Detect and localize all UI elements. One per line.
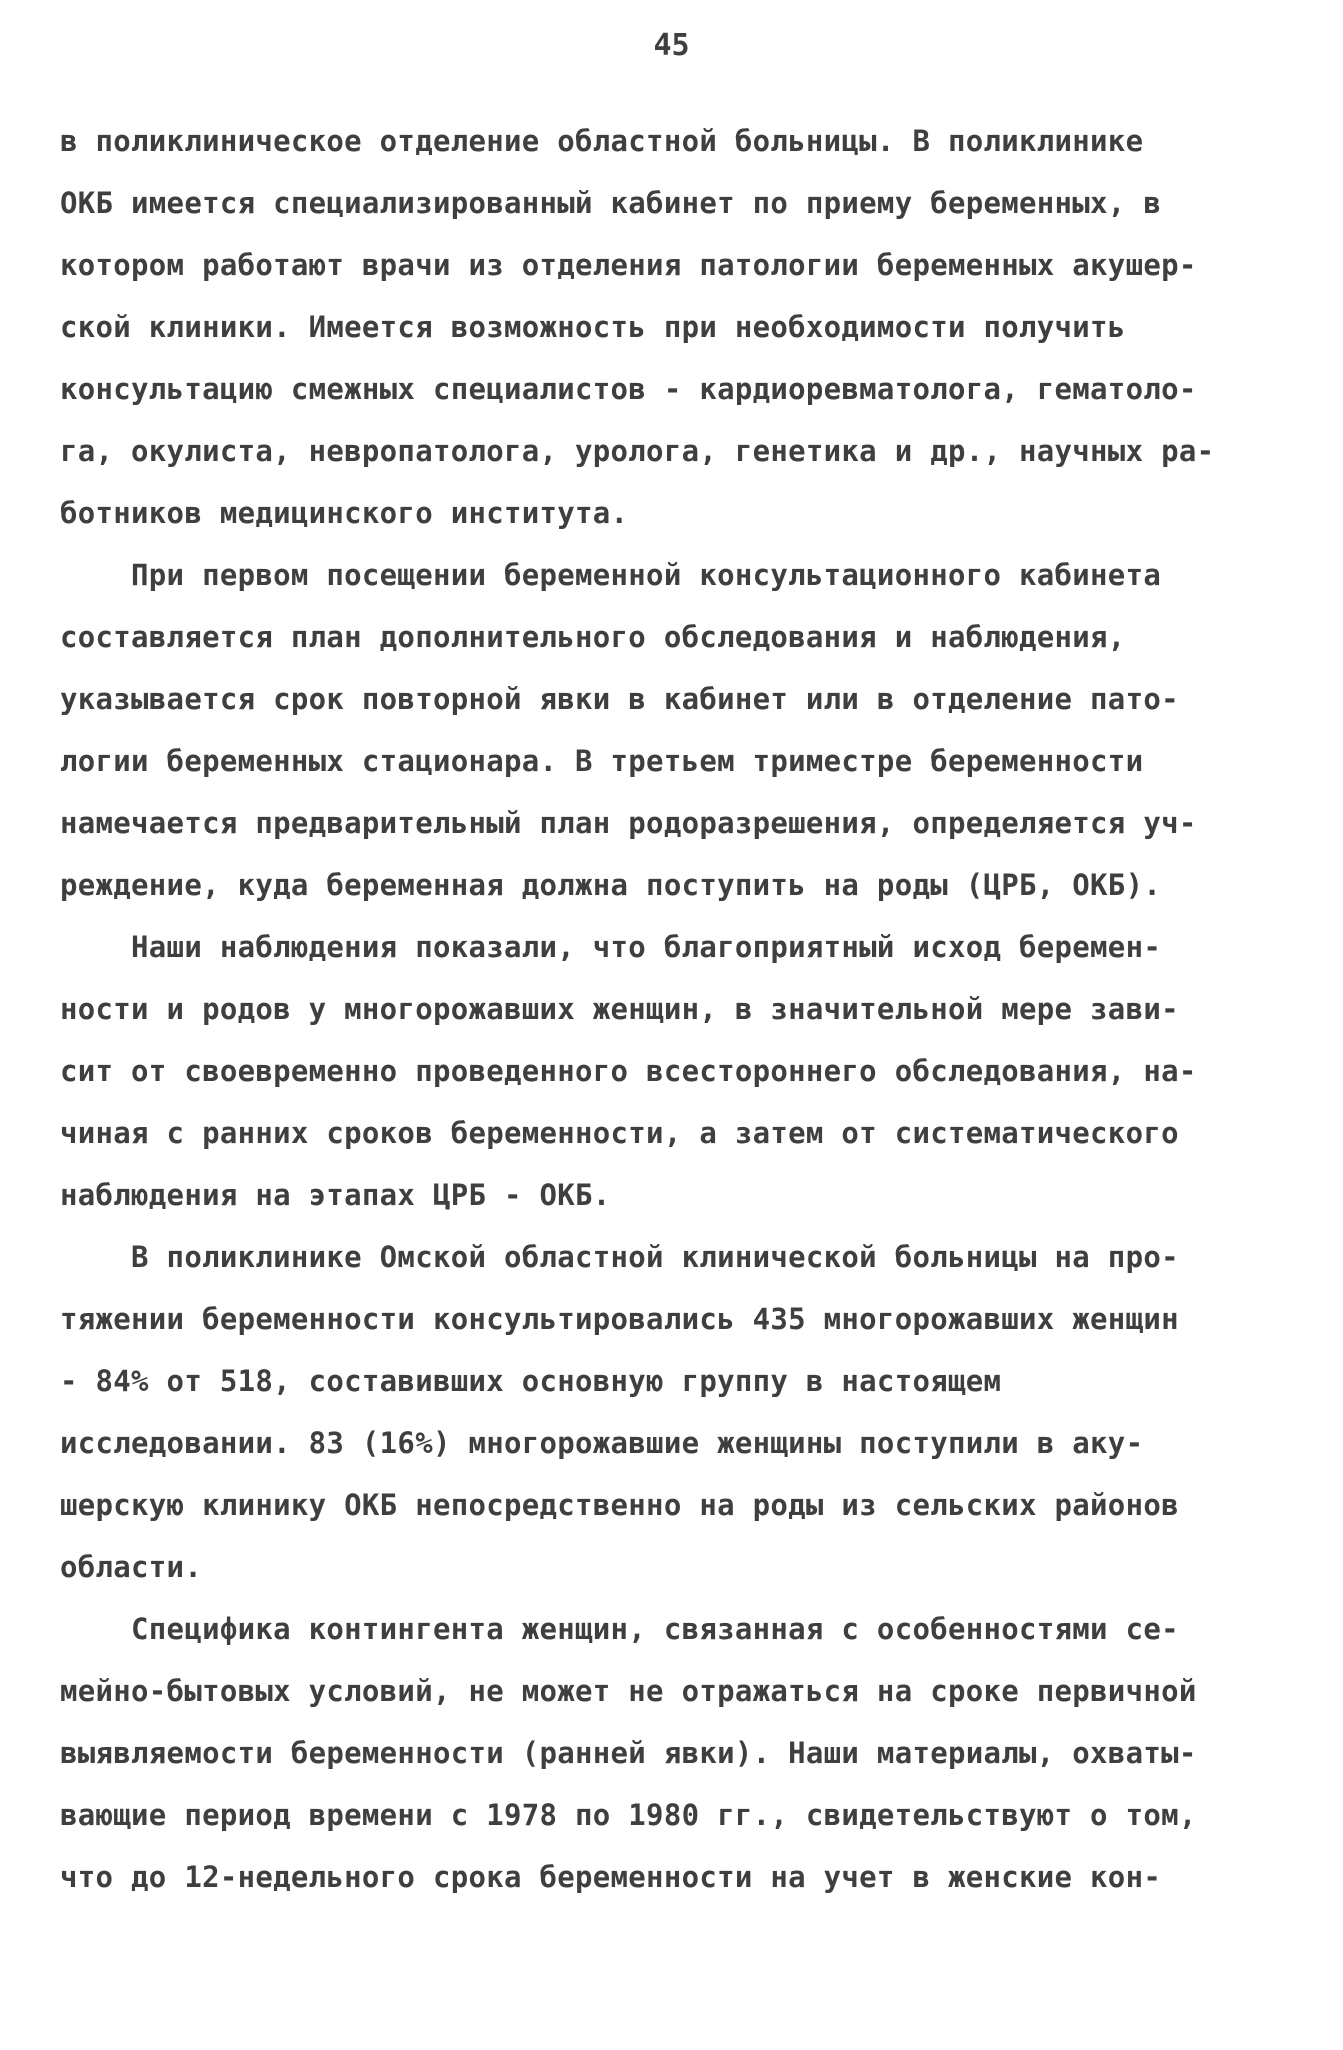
text-line: реждение, куда беременная должна поступить на роды (ЦРБ, ОКБ). <box>60 868 1162 902</box>
text-line: выявляемости беременности (ранней явки). Наши материалы, охваты- <box>60 1736 1197 1770</box>
text-line: ности и родов у многорожавших женщин, в значительной мере зави- <box>60 992 1179 1026</box>
paragraph-1 <box>60 110 1290 544</box>
text-line: в поликлиническое отделение областной больницы. В поликлинике <box>60 124 1144 158</box>
text-line: шерскую клинику ОКБ непосредственно на роды из сельских районов <box>60 1488 1179 1522</box>
text-line: консультацию смежных специалистов - кардиоревматолога, гематоло- <box>60 372 1197 406</box>
text-line: составляется план дополнительного обследования и наблюдения, <box>60 620 1126 654</box>
text-line: логии беременных стационара. В третьем триместре беременности <box>60 744 1144 778</box>
text-line: Наши наблюдения показали, что благоприятный исход беремен- <box>60 930 1162 964</box>
page-number: 45 <box>653 28 690 63</box>
text-line: указывается срок повторной явки в кабинет или в отделение пато- <box>60 682 1179 716</box>
text-line: что до 12-недельного срока беременности на учет в женские кон- <box>60 1860 1162 1894</box>
text-line: Специфика контингента женщин, связанная с особенностями се- <box>60 1612 1179 1646</box>
text-line: наблюдения на этапах ЦРБ - ОКБ. <box>60 1178 611 1212</box>
text-line: При первом посещении беременной консультационного кабинета <box>60 558 1162 592</box>
text-line: ботников медицинского института. <box>60 496 629 530</box>
text-line: В поликлинике Омской областной клинической больницы на про- <box>60 1240 1179 1274</box>
text-line: чиная с ранних сроков беременности, а затем от систематического <box>60 1116 1179 1150</box>
text-line: ской клиники. Имеется возможность при необходимости получить <box>60 310 1126 344</box>
paragraph-5 <box>60 1598 1290 1908</box>
text-line: - 84% от 518, составивших основную группу в настоящем <box>60 1364 1002 1398</box>
document-body <box>60 110 1290 1908</box>
text-line: котором работают врачи из отделения патологии беременных акушер- <box>60 248 1197 282</box>
text-line: тяжении беременности консультировались 435 многорожавших женщин <box>60 1302 1179 1336</box>
text-line: области. <box>60 1550 203 1584</box>
text-line: га, окулиста, невропатолога, уролога, генетика и др., научных ра- <box>60 434 1215 468</box>
text-line: намечается предварительный план родоразрешения, определяется уч- <box>60 806 1197 840</box>
text-line: сит от своевременно проведенного всестороннего обследования, на- <box>60 1054 1197 1088</box>
paragraph-2 <box>60 544 1290 916</box>
text-line: вающие период времени с 1978 по 1980 гг., свидетельствуют о том, <box>60 1798 1197 1832</box>
text-line: исследовании. 83 (16%) многорожавшие женщины поступили в аку- <box>60 1426 1144 1460</box>
paragraph-3 <box>60 916 1290 1226</box>
text-line: мейно-бытовых условий, не может не отражаться на сроке первичной <box>60 1674 1197 1708</box>
text-line: ОКБ имеется специализированный кабинет по приему беременных, в <box>60 186 1162 220</box>
paragraph-4 <box>60 1226 1290 1598</box>
